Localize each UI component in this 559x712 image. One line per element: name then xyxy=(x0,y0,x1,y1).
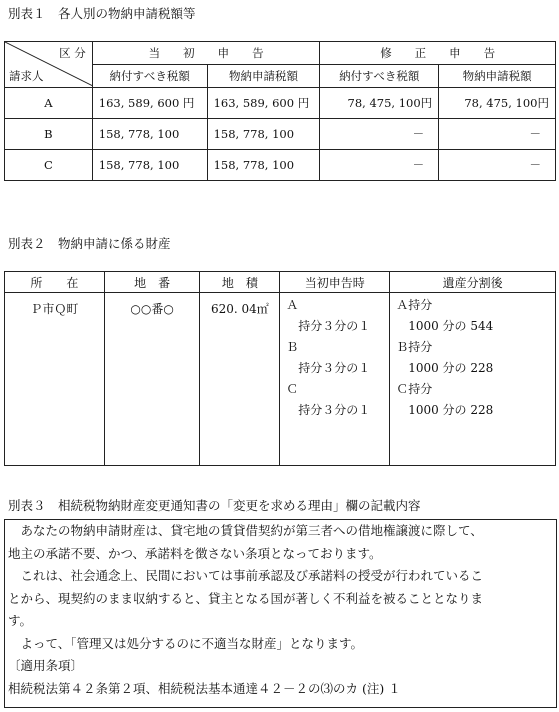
cell-after-shares xyxy=(390,293,556,466)
reason-line: これは、社会通念上、民間においては事前承認及び承諾料の授受が行われているこ xyxy=(8,568,484,583)
header-initial-return: 当 初 申 告 xyxy=(92,42,320,65)
property-table xyxy=(4,271,556,466)
col-init-inkind: 物納申請税額 xyxy=(207,65,320,88)
list-item: Ａ持分 xyxy=(396,298,433,312)
col-rev-tax: 納付すべき税額 xyxy=(320,65,439,88)
table2-title: 別表２ 物納申請に係る財産 xyxy=(8,236,171,251)
reason-line: あなたの物納申請財産は、貸宅地の賃貸借契約が第三者への借地権譲渡に際して、 xyxy=(8,523,483,538)
table1-title: 別表１ 各人別の物納申請税額等 xyxy=(8,6,196,21)
row-claimant: C xyxy=(5,150,93,181)
applicable-provisions: 相続税法第４２条第２項、相続税法基本通達４２－２の⑶のカ (注) １ xyxy=(8,680,401,696)
cell-init-tax: 158, 778, 100 xyxy=(92,119,207,150)
list-item: 1000 分の 228 xyxy=(396,403,494,417)
col-init-tax: 納付すべき税額 xyxy=(92,65,207,88)
header-location: 所 在 xyxy=(5,272,105,293)
tax-amounts-table xyxy=(4,41,556,181)
box3-title: 別表３ 相続税物納財産変更通知書の「変更を求める理由」欄の記載内容 xyxy=(8,498,421,513)
list-item: Ｃ持分 xyxy=(396,382,433,396)
header-after-division: 遺産分割後 xyxy=(390,272,556,293)
applicable-provisions-heading: 〔適用条項〕 xyxy=(8,658,84,673)
table-row xyxy=(5,88,556,119)
header-area: 地 積 xyxy=(200,272,280,293)
col-rev-inkind: 物納申請税額 xyxy=(439,65,556,88)
list-item: 1000 分の 544 xyxy=(396,319,494,333)
cell-init-inkind: 158, 778, 100 xyxy=(207,150,320,181)
header-claimant: 請求人 xyxy=(9,69,44,83)
cell-location: Ｐ市Ｑ町 xyxy=(5,293,105,466)
change-reason-box xyxy=(4,519,557,708)
header-diagonal-cell xyxy=(5,42,93,88)
header-category: 区 分 xyxy=(59,46,86,60)
header-lot: 地 番 xyxy=(104,272,200,293)
table-row xyxy=(5,150,556,181)
cell-initial-shares xyxy=(280,293,390,466)
cell-lot: ○○番○ xyxy=(104,293,200,466)
list-item: Ａ xyxy=(286,298,299,312)
list-item: Ｂ持分 xyxy=(396,340,433,354)
cell-init-inkind: 163, 589, 600 円 xyxy=(207,88,320,119)
list-item: Ｃ xyxy=(286,382,299,396)
list-item: 持分３分の１ xyxy=(286,361,371,375)
list-item: 持分３分の１ xyxy=(286,319,371,333)
list-item: 持分３分の１ xyxy=(286,403,371,417)
list-item: 1000 分の 228 xyxy=(396,361,494,375)
cell-rev-tax: － xyxy=(320,150,439,181)
cell-area: 620. 04㎡ xyxy=(200,293,280,466)
list-item: Ｂ xyxy=(286,340,299,354)
cell-rev-tax: － xyxy=(320,119,439,150)
reason-line: よって、「管理又は処分するのに不適当な財産」となります。 xyxy=(8,635,364,651)
cell-rev-inkind: － xyxy=(439,150,556,181)
cell-rev-tax: 78, 475, 100円 xyxy=(320,88,439,119)
cell-init-tax: 163, 589, 600 円 xyxy=(92,88,207,119)
cell-rev-inkind: 78, 475, 100円 xyxy=(439,88,556,119)
cell-init-tax: 158, 778, 100 xyxy=(92,150,207,181)
row-claimant: A xyxy=(5,88,93,119)
row-claimant: B xyxy=(5,119,93,150)
cell-init-inkind: 158, 778, 100 xyxy=(207,119,320,150)
table-row xyxy=(5,119,556,150)
header-initial: 当初申告時 xyxy=(280,272,390,293)
reason-line: とから、現契約のまま収納すると、貸主となる国が著しく不利益を被ることとなりま xyxy=(8,590,484,606)
reason-line: す。 xyxy=(8,613,33,628)
reason-line: 地主の承諾不要、かつ、承諾料を徴さない条項となっております。 xyxy=(8,545,382,561)
cell-rev-inkind: － xyxy=(439,119,556,150)
header-revised-return: 修 正 申 告 xyxy=(320,42,556,65)
